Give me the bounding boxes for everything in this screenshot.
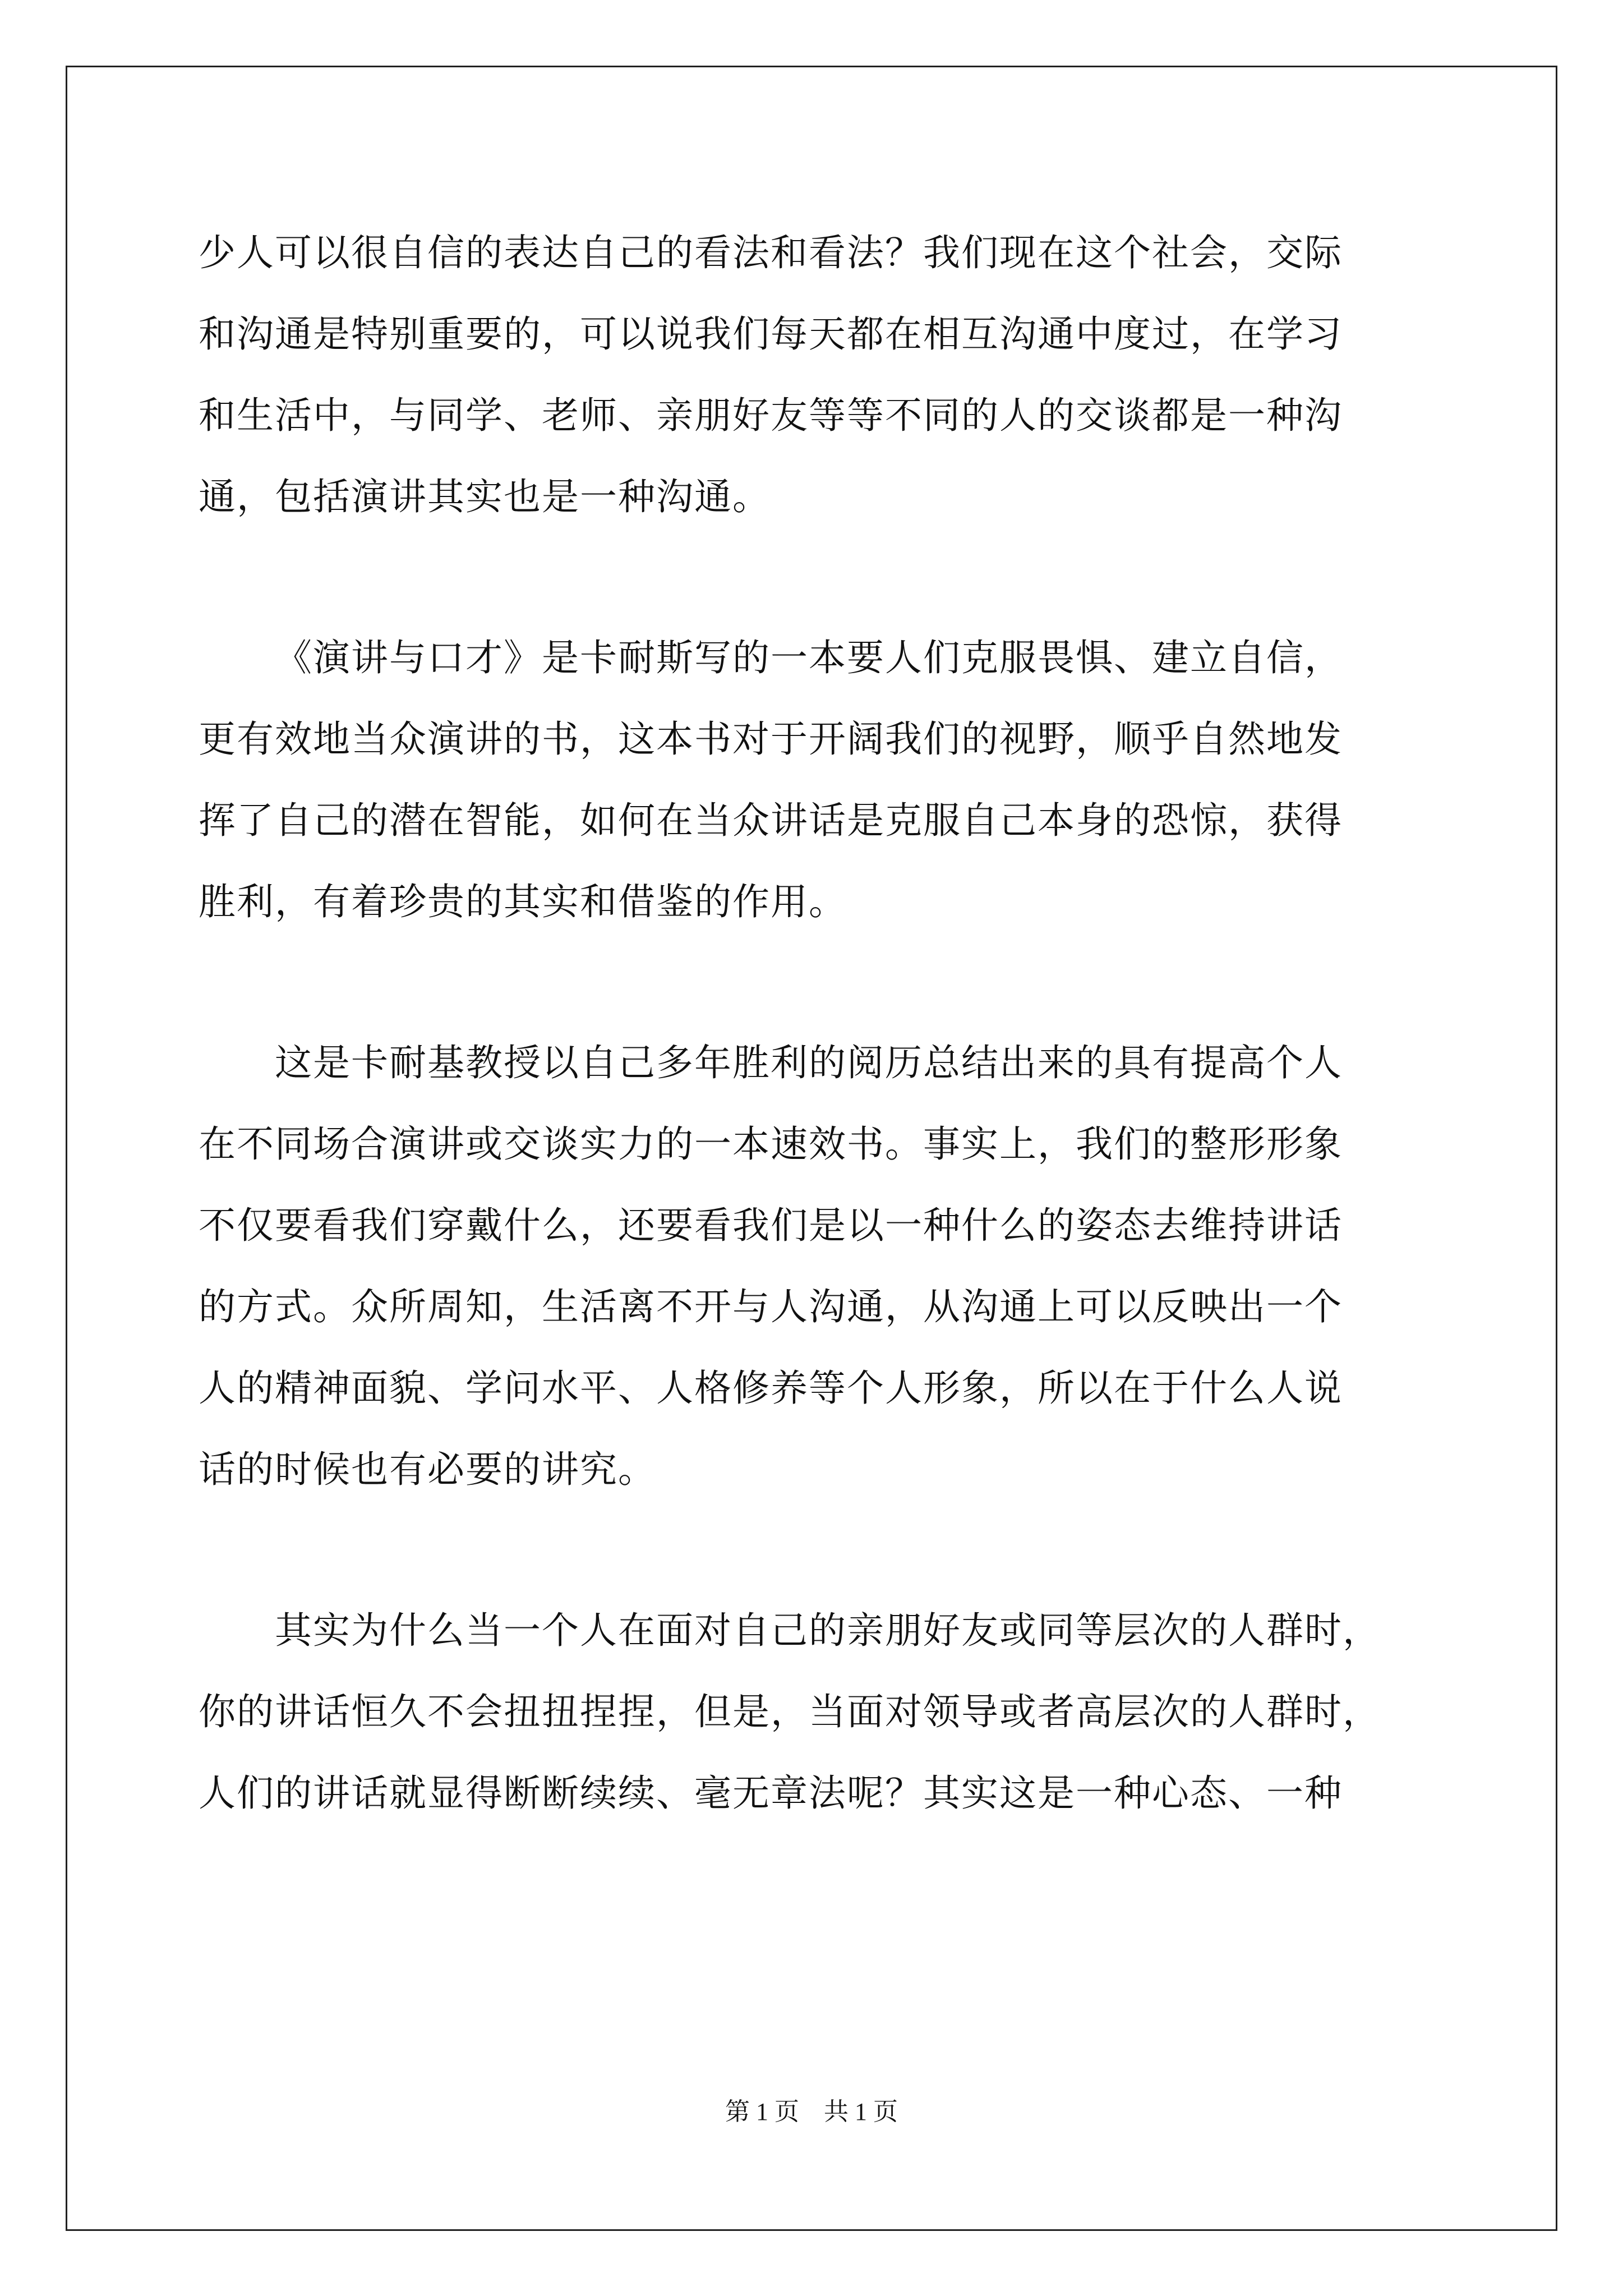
text-line: 人们的讲话就显得断断续续、毫无章法呢？其实这是一种心态、一种 (199, 1772, 1343, 1815)
text-line: 更有效地当众演讲的书，这本书对于开阔我们的视野，顺乎自然地发 (199, 717, 1343, 761)
text-line: 在不同场合演讲或交谈实力的一本速效书。事实上，我们的整形形象 (199, 1122, 1343, 1166)
text-line: 和生活中，与同学、老师、亲朋好友等等不同的人的交谈都是一种沟 (199, 394, 1343, 437)
text-line: 不仅要看我们穿戴什么，还要看我们是以一种什么的姿态去维持讲话 (199, 1204, 1343, 1247)
page-footer (0, 2095, 1623, 2129)
page-number: 第 1 页 共 1 页 (725, 2098, 898, 2125)
text-line: 胜利，有着珍贵的其实和借鉴的作用。 (199, 880, 847, 923)
text-line: 《演讲与口才》是卡耐斯写的一本要人们克服畏惧、建立自信， (275, 636, 1343, 679)
text-line: 你的讲话恒久不会扭扭捏捏，但是，当面对领导或者高层次的人群时， (199, 1690, 1381, 1733)
text-line: 这是卡耐基教授以自己多年胜利的阅历总结出来的具有提高个人 (275, 1041, 1343, 1084)
text-line: 和沟通是特别重要的，可以说我们每天都在相互沟通中度过，在学习 (199, 312, 1343, 356)
text-line: 其实为什么当一个人在面对自己的亲朋好友或同等层次的人群时， (275, 1609, 1381, 1652)
text-line: 通，包括演讲其实也是一种沟通。 (199, 475, 771, 518)
text-line: 少人可以很自信的表达自己的看法和看法？我们现在这个社会，交际 (199, 231, 1343, 274)
text-line: 挥了自己的潜在智能，如何在当众讲话是克服自己本身的恐惊，获得 (199, 799, 1343, 842)
text-line: 人的精神面貌、学问水平、人格修养等个人形象，所以在于什么人说 (199, 1366, 1343, 1410)
document-body (199, 212, 1455, 1834)
text-line: 话的时候也有必要的讲究。 (199, 1448, 656, 1491)
text-line: 的方式。众所周知，生活离不开与人沟通，从沟通上可以反映出一个 (199, 1285, 1343, 1328)
